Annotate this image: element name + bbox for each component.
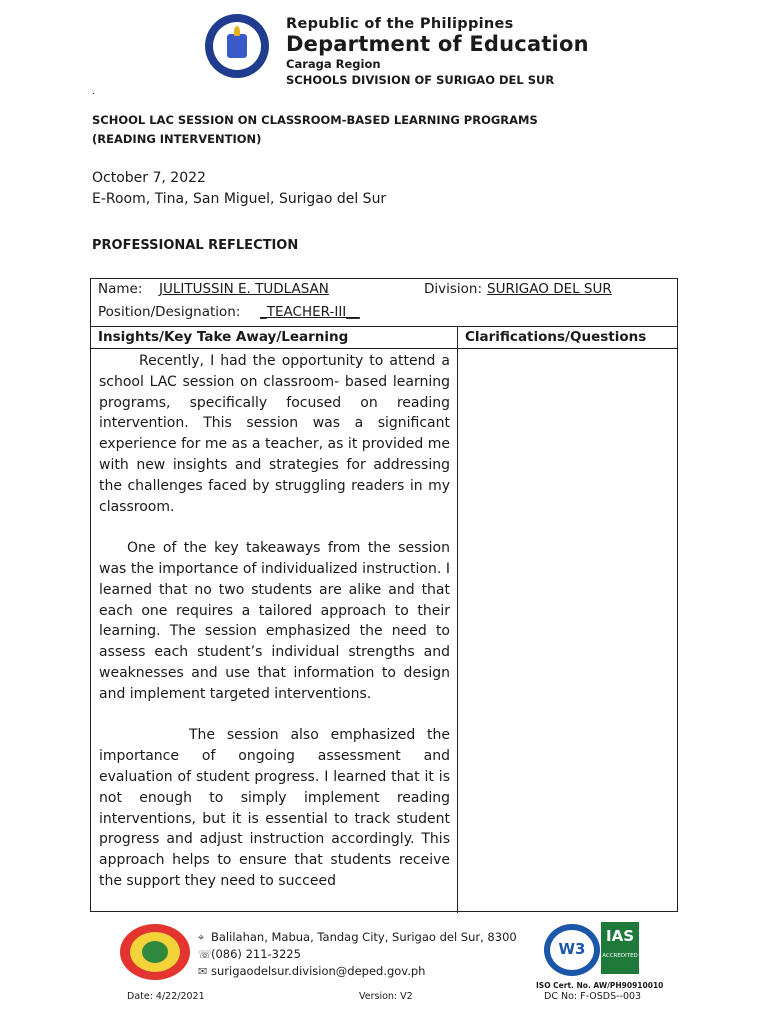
clarifications-header: Clarifications/Questions — [465, 329, 647, 345]
footer-date: Date: 4/22/2021 — [127, 991, 205, 1002]
document-title-line1: SCHOOL LAC SESSION ON CLASSROOM-BASED LEARNING PROGRAMS — [92, 113, 538, 127]
name-value: JULITUSSIN E. TUDLASAN — [159, 281, 329, 297]
name-label: Name: — [98, 281, 143, 297]
position-label: Position/Designation: — [98, 304, 241, 320]
letterhead-republic: Republic of the Philippines — [286, 16, 514, 32]
phone-icon: ☏ — [198, 948, 212, 961]
document-title — [92, 111, 538, 149]
column-divider — [457, 327, 458, 913]
session-date: October 7, 2022 — [92, 170, 206, 186]
reflection-table — [90, 278, 678, 912]
stray-dot: . — [92, 86, 96, 97]
ias-accredited-text: ACCREDITED — [602, 953, 638, 959]
footer-email: surigaodelsur.division@deped.gov.ph — [211, 964, 426, 978]
insights-cell — [99, 351, 450, 911]
division-value: SURIGAO DEL SUR — [487, 281, 612, 297]
document-title-line2: (READING INTERVENTION) — [92, 132, 262, 146]
session-meta — [92, 168, 386, 210]
position-value: _TEACHER-III__ — [260, 304, 360, 320]
iso-cert-number: ISO Cert. No. AW/PH90910010 — [536, 981, 664, 990]
w3-cert-icon — [544, 924, 600, 976]
footer-phone: (086) 211-3225 — [211, 947, 301, 961]
division-label: Division: — [424, 281, 483, 297]
reflection-paragraph: The session also emphasized the importance of ongoing assessment and evaluation of student progress. I learned that it is not enough to simply implement reading interventions, but it is essential to track student progress and adjust instruction accordingly. This approach helps to ensure that students receive the support they need to succeed — [99, 727, 450, 889]
ias-cert-icon — [601, 922, 639, 974]
header-row — [91, 327, 677, 349]
reflection-paragraph: Recently, I had the opportunity to attend a school LAC session on classroom- based learning programs, specifically focused on reading intervention. This session was a significant experience for me as a teacher, as it provided me with new insights and strategies for addressing the challenges faced by struggling readers in my classroom. — [99, 353, 450, 515]
footer-version: Version: V2 — [359, 991, 413, 1002]
insights-header: Insights/Key Take Away/Learning — [98, 329, 349, 345]
deped-seal-icon — [205, 14, 269, 78]
letterhead — [286, 16, 589, 87]
ias-cert-text: IAS — [606, 927, 634, 945]
section-title: PROFESSIONAL REFLECTION — [92, 238, 299, 253]
footer-contact — [198, 929, 517, 980]
session-venue: E-Room, Tina, San Miguel, Surigao del Sur — [92, 191, 387, 207]
w3-cert-text: W3 — [558, 940, 586, 958]
footer-address-line — [198, 929, 517, 946]
info-row — [91, 279, 677, 327]
location-icon: ⌖ — [198, 931, 205, 944]
footer-email-line — [198, 963, 517, 980]
letterhead-department: Department of Education — [286, 32, 589, 56]
footer-address: Balilahan, Mabua, Tandag City, Surigao del Sur, 8300 — [211, 930, 517, 944]
letterhead-region: Caraga Region — [286, 57, 381, 71]
footer-dc-number: DC No: F-OSDS--003 — [544, 991, 642, 1002]
reflection-paragraph: One of the key takeaways from the session was the importance of individualized instruction. I learned that no two students are alike and that each one requires a tailored approach to their learning. The session emphasized the need to assess each student’s individual strengths and weaknesses and use that information to design and implement targeted interventions. — [99, 540, 450, 702]
footer-phone-line — [198, 946, 517, 963]
sdo-logo-icon — [120, 924, 190, 980]
email-icon: ✉ — [198, 965, 208, 978]
letterhead-division: SCHOOLS DIVISION OF SURIGAO DEL SUR — [286, 73, 555, 87]
